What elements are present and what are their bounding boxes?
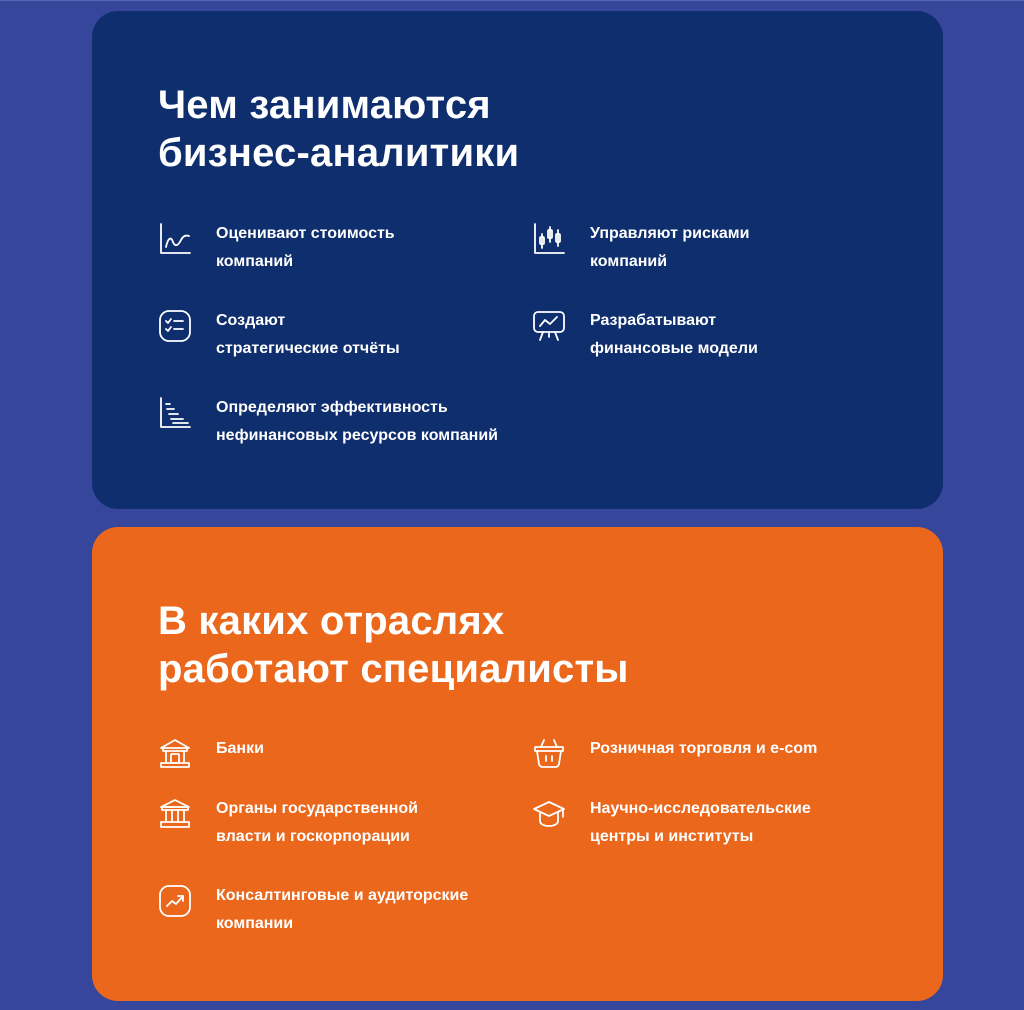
analysts-item-label: Оценивают стоимость компаний	[216, 225, 395, 270]
analysts-item-label: Управляют рисками компаний	[590, 225, 750, 270]
industries-item-label: Банки	[216, 740, 264, 757]
industries-item-label: Органы государственной власти и госкорпорации	[216, 800, 418, 845]
gantt-chart-icon	[158, 396, 192, 430]
analysts-item-label: Разрабатывают финансовые модели	[590, 312, 758, 357]
top-divider	[0, 0, 1024, 1]
growth-chart-icon	[158, 884, 192, 918]
government-building-icon	[158, 797, 192, 831]
industries-card	[92, 527, 943, 1001]
analysts-item-label: Определяют эффективность нефинансовых ресурсов компаний	[216, 399, 499, 444]
bank-icon	[158, 737, 192, 771]
graduation-cap-icon	[532, 797, 566, 831]
checklist-icon	[158, 309, 192, 343]
presentation-board-icon	[532, 309, 566, 343]
line-chart-icon	[158, 222, 192, 256]
industries-item-label: Научно-исследовательские центры и институты	[590, 800, 811, 845]
industries-title: В каких отраслях работают специалисты	[158, 599, 629, 691]
analysts-item-label: Создают стратегические отчёты	[216, 312, 400, 357]
industries-item-label: Консалтинговые и аудиторские компании	[216, 887, 469, 932]
analysts-title: Чем занимаются бизнес-аналитики	[158, 83, 520, 175]
analysts-card	[92, 11, 943, 509]
candlestick-chart-icon	[532, 222, 566, 256]
industries-item-label: Розничная торговля и e-com	[590, 740, 818, 757]
shopping-basket-icon	[532, 737, 566, 771]
